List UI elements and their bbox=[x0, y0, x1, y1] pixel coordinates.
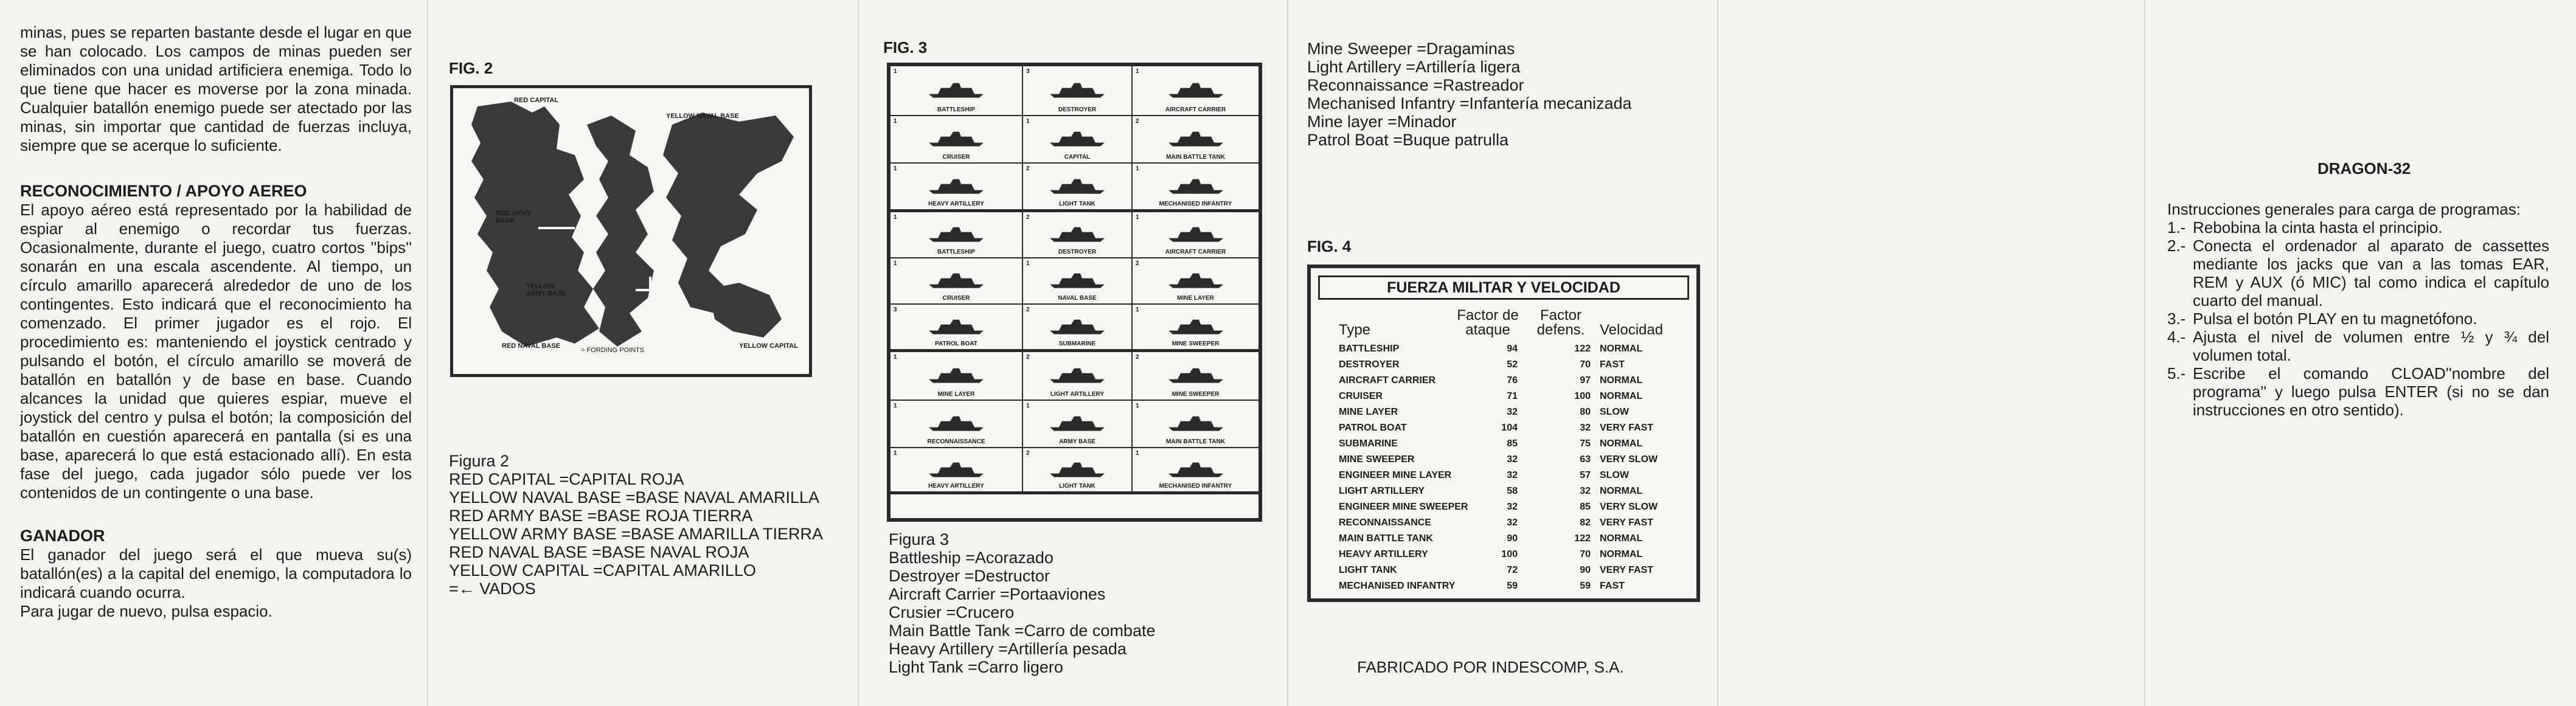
dragon32-title: DRAGON-32 bbox=[2317, 159, 2411, 178]
cell-type: MAIN BATTLE TANK bbox=[1339, 533, 1433, 544]
step-number: 5.- bbox=[2167, 364, 2186, 382]
fig3-caption-lines bbox=[889, 549, 1278, 676]
unit-silhouette-icon bbox=[1047, 223, 1108, 243]
table-row bbox=[1311, 391, 1696, 407]
map-label-yellow-army-base: YELLOW ARMY BASE bbox=[526, 283, 566, 297]
table-row bbox=[1311, 486, 1696, 502]
cell-speed: NORMAL bbox=[1600, 549, 1643, 559]
cell-defense: 32 bbox=[1580, 423, 1591, 433]
unit-name: DESTROYER bbox=[1058, 249, 1097, 255]
mines-paragraph: minas, pues se reparten bastante desde el lugar en que se han colocado. Los campos de minas pueden ser eliminados con una unidad artificiera enemiga. Todo lo que tiene que hacer es moverse por la zona minada. Cualquier batallón enemigo puede ser atectado por las minas, sin importar que cantidad de fuerzas incluya, siempre que se acerque lo suficiente. bbox=[20, 23, 412, 154]
header-speed: Velocidad bbox=[1600, 322, 1664, 338]
cell-attack: 32 bbox=[1507, 502, 1518, 512]
unit-count: 1 bbox=[894, 354, 897, 361]
glossary-list bbox=[1307, 40, 1703, 149]
caption-line: RED ARMY BASE =BASE ROJA TIERRA bbox=[449, 507, 753, 525]
unit-name: DESTROYER bbox=[1058, 106, 1097, 113]
cell-type: MINE LAYER bbox=[1339, 407, 1398, 417]
unit-cell bbox=[1133, 305, 1258, 352]
cell-speed: SLOW bbox=[1600, 407, 1629, 417]
fig4-strength-table bbox=[1307, 265, 1700, 602]
unit-count: 2 bbox=[1136, 260, 1139, 267]
caption-line: YELLOW ARMY BASE =BASE AMARILLA TIERRA bbox=[449, 525, 824, 543]
glossary-line: Light Artillery =Artillería ligera bbox=[1307, 58, 1521, 76]
caption-line: Crusier =Crucero bbox=[889, 603, 1015, 621]
unit-cell bbox=[1133, 212, 1258, 258]
unit-name: HEAVY ARTILLERY bbox=[928, 483, 984, 490]
cell-defense: 100 bbox=[1574, 391, 1591, 401]
cell-defense: 90 bbox=[1580, 565, 1591, 575]
cell-attack: 100 bbox=[1501, 549, 1518, 559]
unit-silhouette-icon bbox=[926, 174, 987, 195]
glossary-line: Mechanised Infantry =Infantería mecanizada bbox=[1307, 94, 1632, 112]
unit-name: CRUISER bbox=[942, 154, 970, 161]
step-number: 1.- bbox=[2167, 218, 2186, 237]
caption-line: Light Tank =Carro ligero bbox=[889, 658, 1063, 676]
unit-name: MECHANISED INFANTRY bbox=[1159, 201, 1232, 207]
instruction-steps bbox=[2167, 218, 2549, 419]
fig2-caption bbox=[449, 452, 838, 598]
cell-attack: 94 bbox=[1507, 344, 1518, 354]
fold-line bbox=[1287, 0, 1288, 706]
unit-cell bbox=[1133, 116, 1258, 164]
map-landmass bbox=[453, 88, 809, 374]
unit-name: AIRCRAFT CARRIER bbox=[1165, 249, 1226, 255]
fig3-unit-grid bbox=[887, 63, 1262, 522]
unit-name: MINE SWEEPER bbox=[1172, 341, 1220, 347]
cell-attack: 76 bbox=[1507, 375, 1518, 386]
unit-count: 2 bbox=[1026, 165, 1030, 172]
unit-cell bbox=[1023, 164, 1133, 212]
unit-count: 1 bbox=[894, 68, 897, 75]
unit-cell bbox=[1023, 352, 1133, 401]
unit-silhouette-icon bbox=[1165, 364, 1226, 384]
cell-type: PATROL BOAT bbox=[1339, 423, 1407, 433]
recon-heading: RECONOCIMIENTO / APOYO AEREO bbox=[20, 182, 307, 200]
winner-heading: GANADOR bbox=[20, 527, 105, 545]
cell-defense: 32 bbox=[1580, 486, 1591, 496]
header-type: Type bbox=[1339, 322, 1371, 338]
fig2-map bbox=[450, 85, 812, 377]
unit-count: 1 bbox=[1026, 118, 1030, 125]
unit-count: 1 bbox=[1026, 403, 1030, 409]
unit-cell bbox=[890, 305, 1023, 352]
caption-line: YELLOW CAPITAL =CAPITAL AMARILLO bbox=[449, 561, 756, 580]
unit-silhouette-icon bbox=[1165, 174, 1226, 195]
table-row bbox=[1311, 407, 1696, 423]
unit-cell bbox=[890, 212, 1023, 258]
cell-speed: FAST bbox=[1600, 359, 1625, 370]
unit-count: 1 bbox=[894, 214, 897, 221]
unit-name: AIRCRAFT CARRIER bbox=[1165, 106, 1226, 113]
cell-attack: 32 bbox=[1507, 470, 1518, 480]
map-label-yellow-capital: YELLOW CAPITAL bbox=[739, 342, 798, 350]
cell-defense: 70 bbox=[1580, 359, 1591, 370]
table-title: FUERZA MILITAR Y VELOCIDAD bbox=[1318, 275, 1689, 300]
unit-silhouette-icon bbox=[926, 269, 987, 289]
fig2-caption-title: Figura 2 bbox=[449, 452, 510, 470]
unit-count: 1 bbox=[894, 450, 897, 457]
step-text: Ajusta el nivel de volumen entre ½ y ¾ del volumen total. bbox=[2193, 328, 2549, 364]
unit-cell bbox=[1023, 116, 1133, 164]
cell-speed: FAST bbox=[1600, 581, 1625, 591]
cell-type: HEAVY ARTILLERY bbox=[1339, 549, 1428, 559]
cell-defense: 70 bbox=[1580, 549, 1591, 559]
unit-name: LIGHT TANK bbox=[1059, 483, 1095, 490]
unit-silhouette-icon bbox=[1165, 457, 1226, 478]
unit-cell bbox=[1023, 448, 1133, 494]
unit-cell bbox=[1023, 401, 1133, 448]
cell-speed: VERY SLOW bbox=[1600, 502, 1658, 512]
cell-attack: 59 bbox=[1507, 581, 1518, 591]
unit-name: PATROL BOAT bbox=[935, 341, 977, 347]
caption-line: Heavy Artillery =Artillería pesada bbox=[889, 640, 1127, 658]
unit-silhouette-icon bbox=[1047, 127, 1108, 148]
table-row bbox=[1311, 375, 1696, 391]
unit-silhouette-icon bbox=[926, 457, 987, 478]
cell-type: ENGINEER MINE SWEEPER bbox=[1339, 502, 1468, 512]
table-row bbox=[1311, 565, 1696, 581]
unit-count: 1 bbox=[1026, 260, 1030, 267]
cell-speed: VERY FAST bbox=[1600, 423, 1654, 433]
table-row bbox=[1311, 359, 1696, 375]
table-row bbox=[1311, 454, 1696, 470]
replay-instruction: Para jugar de nuevo, pulsa espacio. bbox=[20, 602, 273, 620]
panel-5 bbox=[1719, 0, 2144, 706]
caption-line: RED CAPITAL =CAPITAL ROJA bbox=[449, 470, 684, 488]
cell-type: SUBMARINE bbox=[1339, 438, 1398, 449]
cell-defense: 97 bbox=[1580, 375, 1591, 386]
cell-defense: 80 bbox=[1580, 407, 1591, 417]
step-text: Conecta el ordenador al aparato de cassettes mediante los jacks que van a las tomas EAR, REM y AUX (ó MIC) tal como indica el capítulo cuarto del manual. bbox=[2193, 237, 2549, 310]
cell-attack: 104 bbox=[1501, 423, 1518, 433]
unit-cell bbox=[1133, 401, 1258, 448]
unit-count: 1 bbox=[894, 165, 897, 172]
table-row bbox=[1311, 438, 1696, 454]
cell-type: MECHANISED INFANTRY bbox=[1339, 581, 1456, 591]
cell-speed: SLOW bbox=[1600, 470, 1629, 480]
fold-line bbox=[2144, 0, 2145, 706]
panel1-text bbox=[20, 23, 412, 621]
caption-line: Aircraft Carrier =Portaaviones bbox=[889, 585, 1106, 603]
fig3-caption-title: Figura 3 bbox=[889, 530, 950, 549]
unit-count: 2 bbox=[1136, 118, 1139, 125]
header-defense: Factor defens. bbox=[1536, 307, 1585, 338]
cell-attack: 32 bbox=[1507, 407, 1518, 417]
unit-cell bbox=[1023, 305, 1133, 352]
unit-silhouette-icon bbox=[1165, 127, 1226, 148]
unit-cell bbox=[890, 164, 1023, 212]
cell-type: AIRCRAFT CARRIER bbox=[1339, 375, 1436, 386]
unit-cell bbox=[890, 401, 1023, 448]
fig4-label: FIG. 4 bbox=[1307, 237, 1352, 255]
unit-cell bbox=[890, 66, 1023, 116]
cell-speed: NORMAL bbox=[1600, 486, 1643, 496]
unit-cell bbox=[1023, 66, 1133, 116]
unit-count: 1 bbox=[894, 118, 897, 125]
cell-speed: VERY FAST bbox=[1600, 517, 1654, 528]
table-row bbox=[1311, 423, 1696, 438]
cell-speed: NORMAL bbox=[1600, 375, 1643, 386]
unit-count: 1 bbox=[894, 260, 897, 267]
unit-count: 1 bbox=[1136, 403, 1139, 409]
cell-attack: 32 bbox=[1507, 517, 1518, 528]
map-label-yellow-naval-base: YELLOW NAVAL BASE bbox=[666, 112, 739, 120]
unit-silhouette-icon bbox=[926, 412, 987, 432]
unit-silhouette-icon bbox=[926, 127, 987, 148]
unit-name: BATTLESHIP bbox=[937, 249, 976, 255]
cell-attack: 52 bbox=[1507, 359, 1518, 370]
recon-paragraph: El apoyo aéreo está representado por la habilidad de espiar al enemigo o recordar tus fuerzas. Ocasionalmente, durante el juego, cuatro cortos ''bips'' sonarán en una escala ascendente. Al tiempo, un círculo amarillo aparecerá alrededor de uno de los contingentes. Esto indicará que el reconocimiento ha comenzado. El primer jugador es el rojo. El procedimiento es: manteniendo el joystick centrado y pulsando el botón, el círculo amarillo se moverá de batallón en batallón y de base en base. Cuando alcances la unidad que quieres espiar, mueve el joystick del centro y pulsa el botón; la composición del batallón en cuestión aparecerá en pantalla (si es una base, aparecerá lo que está estacionado allí). En esta fase del juego, cada jugador sólo puede ver los contenidos de un contingente o una base. bbox=[20, 201, 412, 502]
unit-name: RECONNAISSANCE bbox=[927, 438, 985, 445]
caption-line: =← VADOS bbox=[449, 580, 536, 598]
instruction-step bbox=[2167, 328, 2549, 364]
map-label-red-naval-base: RED NAVAL BASE bbox=[502, 342, 560, 350]
step-number: 2.- bbox=[2167, 237, 2186, 255]
unit-cell bbox=[1023, 258, 1133, 305]
unit-name: MAIN BATTLE TANK bbox=[1166, 438, 1225, 445]
cell-speed: VERY FAST bbox=[1600, 565, 1654, 575]
unit-silhouette-icon bbox=[1165, 412, 1226, 432]
cell-attack: 58 bbox=[1507, 486, 1518, 496]
unit-silhouette-icon bbox=[1165, 78, 1226, 99]
unit-name: LIGHT ARTILLERY bbox=[1050, 391, 1105, 398]
unit-silhouette-icon bbox=[1165, 314, 1226, 335]
table-row bbox=[1311, 533, 1696, 549]
winner-paragraph: El ganador del juego será el que mueva su(s) batallón(es) a la capital del enemigo, la computadora lo indicará cuando ocurra. bbox=[20, 545, 412, 601]
cell-speed: NORMAL bbox=[1600, 533, 1643, 544]
unit-silhouette-icon bbox=[926, 314, 987, 335]
unit-name: MECHANISED INFANTRY bbox=[1159, 483, 1232, 490]
unit-count: 2 bbox=[1026, 354, 1030, 361]
unit-cell bbox=[1133, 164, 1258, 212]
cell-attack: 32 bbox=[1507, 454, 1518, 465]
unit-name: LIGHT TANK bbox=[1059, 201, 1095, 207]
cell-type: ENGINEER MINE LAYER bbox=[1339, 470, 1452, 480]
caption-line: Destroyer =Destructor bbox=[889, 567, 1050, 585]
unit-name: BATTLESHIP bbox=[937, 106, 976, 113]
unit-name: HEAVY ARTILLERY bbox=[928, 201, 984, 207]
cell-type: LIGHT ARTILLERY bbox=[1339, 486, 1425, 496]
map-label-red-capital: RED CAPITAL bbox=[514, 97, 559, 104]
unit-silhouette-icon bbox=[1047, 78, 1108, 99]
unit-count: 3 bbox=[894, 306, 897, 313]
caption-line: Battleship =Acorazado bbox=[889, 549, 1054, 567]
loading-instructions bbox=[2167, 200, 2549, 419]
unit-name: NAVAL BASE bbox=[1058, 295, 1097, 302]
unit-count: 1 bbox=[1136, 165, 1139, 172]
unit-name: CRUISER bbox=[942, 295, 970, 302]
unit-count: 2 bbox=[1026, 450, 1030, 457]
cell-attack: 72 bbox=[1507, 565, 1518, 575]
instruction-step bbox=[2167, 237, 2549, 310]
step-number: 3.- bbox=[2167, 310, 2186, 328]
cell-speed: NORMAL bbox=[1600, 344, 1643, 354]
unit-count: 1 bbox=[1136, 214, 1139, 221]
unit-count: 1 bbox=[1136, 306, 1139, 313]
fig3-label: FIG. 3 bbox=[883, 38, 928, 57]
unit-silhouette-icon bbox=[1047, 314, 1108, 335]
unit-count: 3 bbox=[1026, 68, 1030, 75]
unit-count: 1 bbox=[894, 403, 897, 409]
step-text: Rebobina la cinta hasta el principio. bbox=[2193, 218, 2443, 237]
unit-name: SUBMARINE bbox=[1058, 341, 1096, 347]
caption-line: YELLOW NAVAL BASE =BASE NAVAL AMARILLA bbox=[449, 488, 820, 507]
unit-name: ARMY BASE bbox=[1059, 438, 1095, 445]
table-row bbox=[1311, 470, 1696, 486]
unit-cell bbox=[890, 352, 1023, 401]
map-label-fording-points: = FORDING POINTS bbox=[581, 347, 645, 354]
cell-defense: 82 bbox=[1580, 517, 1591, 528]
glossary-line: Mine Sweeper =Dragaminas bbox=[1307, 40, 1515, 58]
unit-cell bbox=[1133, 66, 1258, 116]
unit-silhouette-icon bbox=[1047, 269, 1108, 289]
publisher-line: FABRICADO POR INDESCOMP, S.A. bbox=[1357, 658, 1624, 676]
fig3-caption bbox=[889, 530, 1278, 676]
table-row bbox=[1311, 517, 1696, 533]
unit-count: 1 bbox=[1136, 68, 1139, 75]
table-row bbox=[1311, 344, 1696, 359]
unit-name: CAPITAL bbox=[1064, 154, 1091, 161]
unit-silhouette-icon bbox=[1047, 364, 1108, 384]
table-row bbox=[1311, 549, 1696, 565]
fig2-caption-lines bbox=[449, 470, 838, 598]
cell-speed: NORMAL bbox=[1600, 438, 1643, 449]
glossary-line: Reconnaissance =Rastreador bbox=[1307, 76, 1524, 94]
instruction-step bbox=[2167, 310, 2549, 328]
table-row bbox=[1311, 581, 1696, 597]
unit-cell bbox=[1133, 258, 1258, 305]
fold-line bbox=[427, 0, 428, 706]
step-text: Pulsa el botón PLAY en tu magnetófono. bbox=[2193, 310, 2477, 328]
unit-name: MINE LAYER bbox=[937, 391, 975, 398]
unit-silhouette-icon bbox=[1047, 412, 1108, 432]
cell-speed: VERY SLOW bbox=[1600, 454, 1658, 465]
unit-silhouette-icon bbox=[926, 78, 987, 99]
instructions-intro: Instrucciones generales para carga de programas: bbox=[2167, 200, 2521, 218]
unit-cell bbox=[1133, 352, 1258, 401]
unit-silhouette-icon bbox=[926, 364, 987, 384]
step-number: 4.- bbox=[2167, 328, 2186, 346]
unit-name: MINE SWEEPER bbox=[1172, 391, 1220, 398]
unit-name: MINE LAYER bbox=[1177, 295, 1214, 302]
table-row bbox=[1311, 502, 1696, 517]
cell-defense: 85 bbox=[1580, 502, 1591, 512]
cell-defense: 122 bbox=[1574, 344, 1591, 354]
instruction-step bbox=[2167, 218, 2549, 237]
fig2-label: FIG. 2 bbox=[449, 59, 493, 77]
cell-defense: 75 bbox=[1580, 438, 1591, 449]
header-attack: Factor de ataque bbox=[1457, 307, 1519, 338]
unit-cell bbox=[1133, 448, 1258, 494]
unit-count: 2 bbox=[1026, 214, 1030, 221]
cell-type: DESTROYER bbox=[1339, 359, 1400, 370]
unit-silhouette-icon bbox=[1165, 269, 1226, 289]
cell-attack: 85 bbox=[1507, 438, 1518, 449]
fold-line bbox=[858, 0, 859, 706]
cell-attack: 90 bbox=[1507, 533, 1518, 544]
unit-silhouette-icon bbox=[1047, 457, 1108, 478]
glossary-line: Patrol Boat =Buque patrulla bbox=[1307, 131, 1508, 149]
unit-count: 2 bbox=[1136, 354, 1139, 361]
cell-defense: 59 bbox=[1580, 581, 1591, 591]
unit-count: 2 bbox=[1026, 306, 1030, 313]
instruction-step bbox=[2167, 364, 2549, 419]
caption-line: Main Battle Tank =Carro de combate bbox=[889, 621, 1156, 640]
cell-defense: 122 bbox=[1574, 533, 1591, 544]
unit-name: MAIN BATTLE TANK bbox=[1166, 154, 1225, 161]
cell-defense: 63 bbox=[1580, 454, 1591, 465]
unit-cell bbox=[1023, 212, 1133, 258]
unit-silhouette-icon bbox=[1165, 223, 1226, 243]
glossary-line: Mine layer =Minador bbox=[1307, 112, 1457, 131]
cell-type: MINE SWEEPER bbox=[1339, 454, 1415, 465]
step-text: Escribe el comando CLOAD''nombre del programa'' y luego pulsa ENTER (si no se dan instrucciones en otro sentido). bbox=[2193, 364, 2549, 419]
cell-type: CRUISER bbox=[1339, 391, 1383, 401]
map-label-red-army-base: RED ARMY BASE bbox=[496, 210, 532, 224]
unit-silhouette-icon bbox=[1047, 174, 1108, 195]
cell-type: LIGHT TANK bbox=[1339, 565, 1397, 575]
unit-count: 1 bbox=[1136, 450, 1139, 457]
fold-line bbox=[1717, 0, 1718, 706]
unit-cell bbox=[890, 448, 1023, 494]
unit-silhouette-icon bbox=[926, 223, 987, 243]
cell-type: BATTLESHIP bbox=[1339, 344, 1400, 354]
unit-cell bbox=[890, 116, 1023, 164]
unit-cell bbox=[890, 258, 1023, 305]
cell-defense: 57 bbox=[1580, 470, 1591, 480]
caption-line: RED NAVAL BASE =BASE NAVAL ROJA bbox=[449, 543, 749, 561]
cell-attack: 71 bbox=[1507, 391, 1518, 401]
cell-type: RECONNAISSANCE bbox=[1339, 517, 1432, 528]
cell-speed: NORMAL bbox=[1600, 391, 1643, 401]
